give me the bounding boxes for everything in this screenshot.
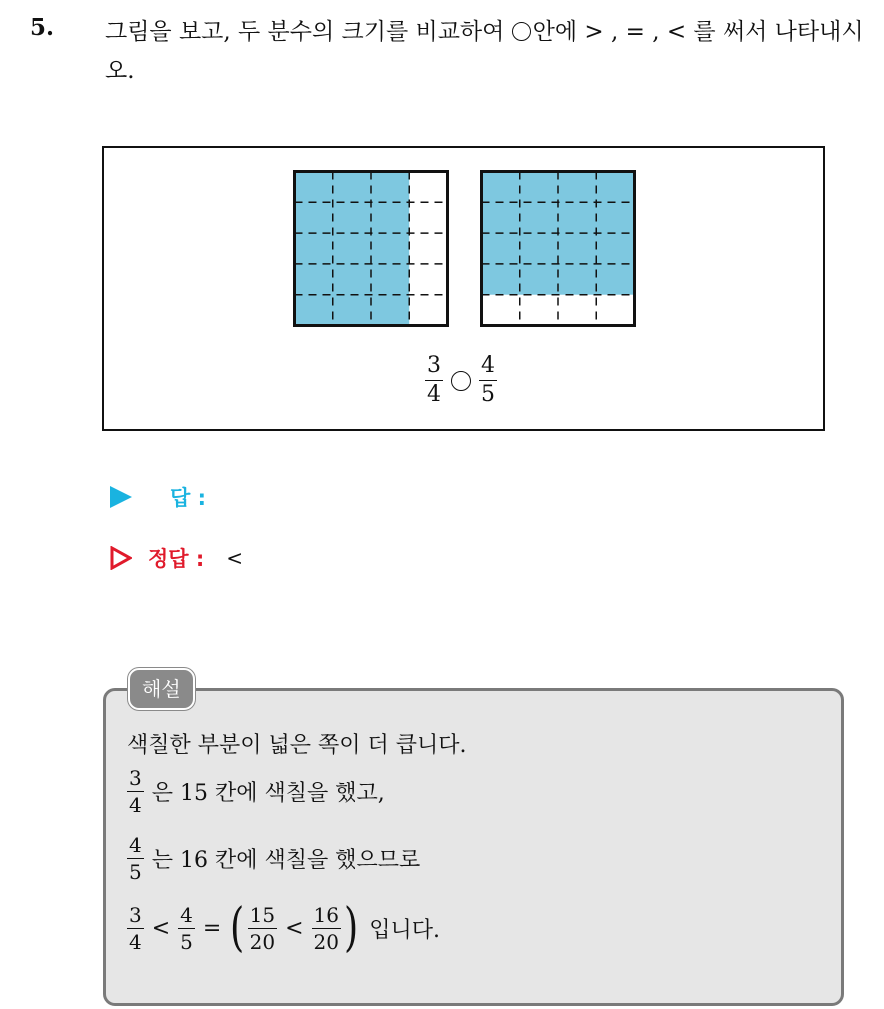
explanation-line-3 bbox=[127, 835, 420, 882]
correct-answer-label: 정답 : bbox=[148, 547, 205, 571]
answer-blank-circle[interactable] bbox=[451, 371, 471, 391]
equals-sign: = bbox=[202, 915, 222, 941]
fraction-numerator: 16 bbox=[313, 902, 339, 927]
question-text-after: 안에 > , = , < 를 써서 나타내시오. bbox=[105, 19, 864, 84]
fraction-numerator: 3 bbox=[129, 902, 142, 927]
less-than-sign: < bbox=[285, 915, 304, 941]
fraction bbox=[248, 902, 277, 954]
circle-blank-icon bbox=[512, 22, 531, 41]
fraction-denominator: 5 bbox=[180, 929, 193, 954]
explanation-line-2 bbox=[127, 768, 385, 815]
question-text-before: 그림을 보고, 두 분수의 크기를 비교하여 bbox=[105, 19, 505, 45]
fraction-numerator: 3 bbox=[129, 766, 142, 790]
fraction-denominator: 4 bbox=[129, 793, 142, 817]
question-number: 5. bbox=[30, 14, 55, 41]
fraction-denominator: 4 bbox=[129, 929, 142, 954]
less-than-sign: < bbox=[151, 915, 171, 941]
explanation-line-1: 색칠한 부분이 넓은 쪽이 더 큽니다. bbox=[127, 733, 467, 758]
left-paren: ( bbox=[230, 898, 245, 958]
fraction-numerator: 15 bbox=[249, 902, 276, 927]
grid-four-fifths bbox=[480, 170, 636, 327]
play-outline-icon bbox=[110, 546, 132, 570]
fraction bbox=[127, 902, 144, 954]
fraction-numerator: 3 bbox=[425, 355, 443, 381]
right-paren: ) bbox=[344, 898, 359, 958]
explanation-line-4 bbox=[127, 898, 441, 958]
fraction-right bbox=[479, 355, 497, 406]
explanation-text: 은 15 칸에 색칠을 했고, bbox=[151, 781, 385, 806]
correct-answer-row bbox=[110, 543, 243, 573]
fraction-denominator: 4 bbox=[427, 382, 441, 407]
fraction-numerator: 4 bbox=[479, 355, 497, 381]
question-text bbox=[105, 13, 875, 91]
answer-row bbox=[110, 482, 206, 512]
fraction-left bbox=[425, 355, 443, 406]
fraction-denominator: 20 bbox=[249, 929, 276, 954]
answer-label: 답 : bbox=[170, 486, 206, 510]
fraction bbox=[312, 902, 341, 954]
play-solid-icon bbox=[110, 486, 132, 508]
explanation-text: 는 16 칸에 색칠을 했으므로 bbox=[151, 848, 421, 873]
correct-answer-value: < bbox=[226, 546, 244, 570]
explanation-suffix: 입니다. bbox=[369, 917, 441, 943]
shaded-region bbox=[295, 172, 410, 326]
explanation-tag: 해설 bbox=[128, 668, 195, 710]
grid-three-fourths bbox=[293, 170, 449, 327]
fraction-denominator: 20 bbox=[313, 929, 339, 954]
fraction-numerator: 4 bbox=[180, 902, 193, 927]
fraction-numerator: 4 bbox=[129, 833, 142, 857]
fraction bbox=[127, 768, 144, 815]
fraction bbox=[178, 902, 195, 954]
fraction-denominator: 5 bbox=[129, 860, 142, 884]
fraction-denominator: 5 bbox=[481, 382, 495, 407]
comparison-expression bbox=[425, 355, 497, 406]
fraction bbox=[127, 835, 144, 882]
